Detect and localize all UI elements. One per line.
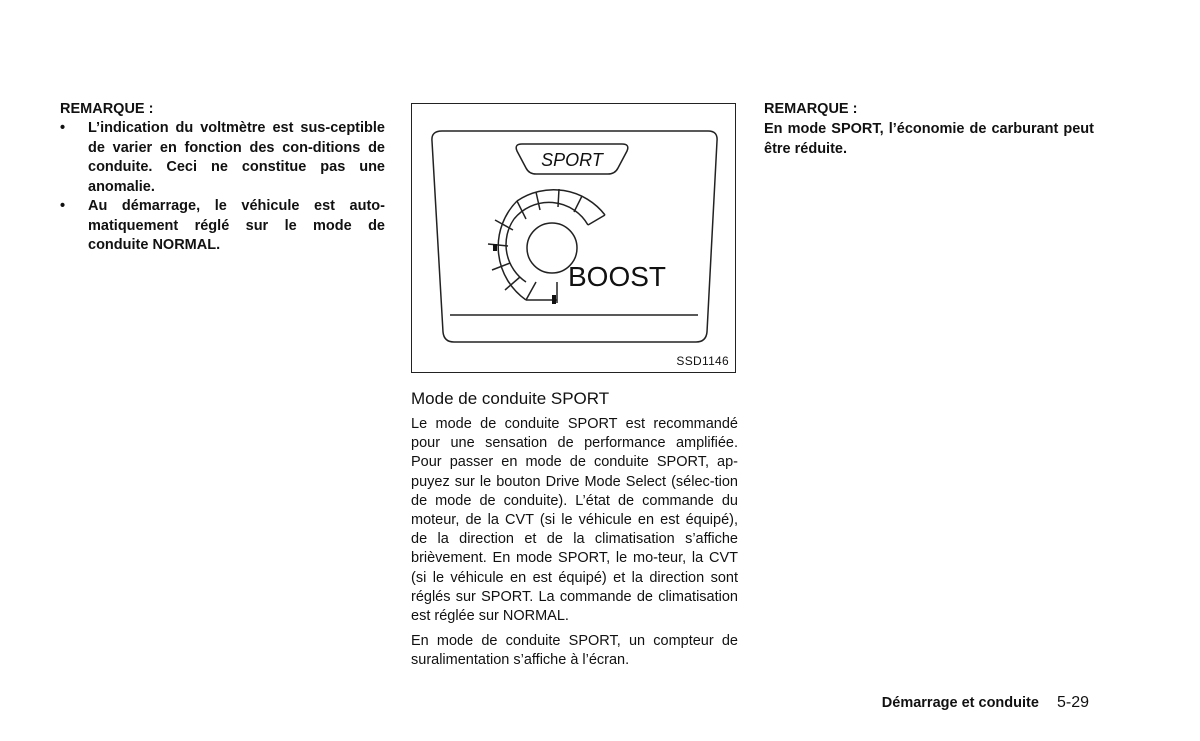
note-bullet-text: Au démarrage, le véhicule est auto-matiquement réglé sur le mode de conduite NORMAL. [88, 198, 385, 253]
section-title: Mode de conduite SPORT [411, 389, 610, 408]
boost-label: BOOST [568, 261, 667, 292]
left-column [60, 99, 385, 256]
note-bullet-item [60, 197, 385, 256]
bullet-icon: • [60, 120, 66, 136]
body-paragraph: En mode de conduite SPORT, un compteur de suralimentation s’affiche à l’écran. [411, 633, 738, 669]
note-bullet-text: L’indication du voltmètre est sus-ceptible de varier en fonction des con-ditions de conduite. Ceci ne constitue pas une anomalie. [88, 120, 385, 195]
bullet-icon: • [60, 198, 66, 214]
body-paragraph: Le mode de conduite SPORT est recommandé pour une sensation de performance amplifiée. Pour passer en mode de conduite SPORT, ap-puyez sur le bouton Drive Mode Select (sélec-tion de mode de conduite). L’état de commande du moteur, de la CVT (si le véhicule en est équipé), de la direction et de la climatisation s’affiche brièvement. En mode SPORT, le mo-teur, la CVT (si le véhicule en est équipé) et la direction sont réglés sur SPORT. La commande de climatisation est réglée sur NORMAL. [411, 416, 738, 625]
note-text: En mode SPORT, l’économie de carburant peut être réduite. [764, 121, 1094, 157]
figure-code: SSD1146 [676, 354, 729, 368]
display-illustration [412, 104, 737, 374]
sport-label: SPORT [541, 150, 603, 170]
right-column [764, 99, 1094, 159]
page-number: 5-29 [1056, 694, 1089, 711]
note-heading: REMARQUE : [764, 101, 858, 117]
figure-box [411, 103, 736, 373]
note-bullet-list [60, 119, 385, 256]
note-heading: REMARQUE : [60, 101, 154, 117]
note-bullet-item [60, 119, 385, 197]
page-footer [882, 694, 1089, 712]
chapter-title: Démarrage et conduite [881, 695, 1039, 711]
middle-column [411, 103, 738, 677]
